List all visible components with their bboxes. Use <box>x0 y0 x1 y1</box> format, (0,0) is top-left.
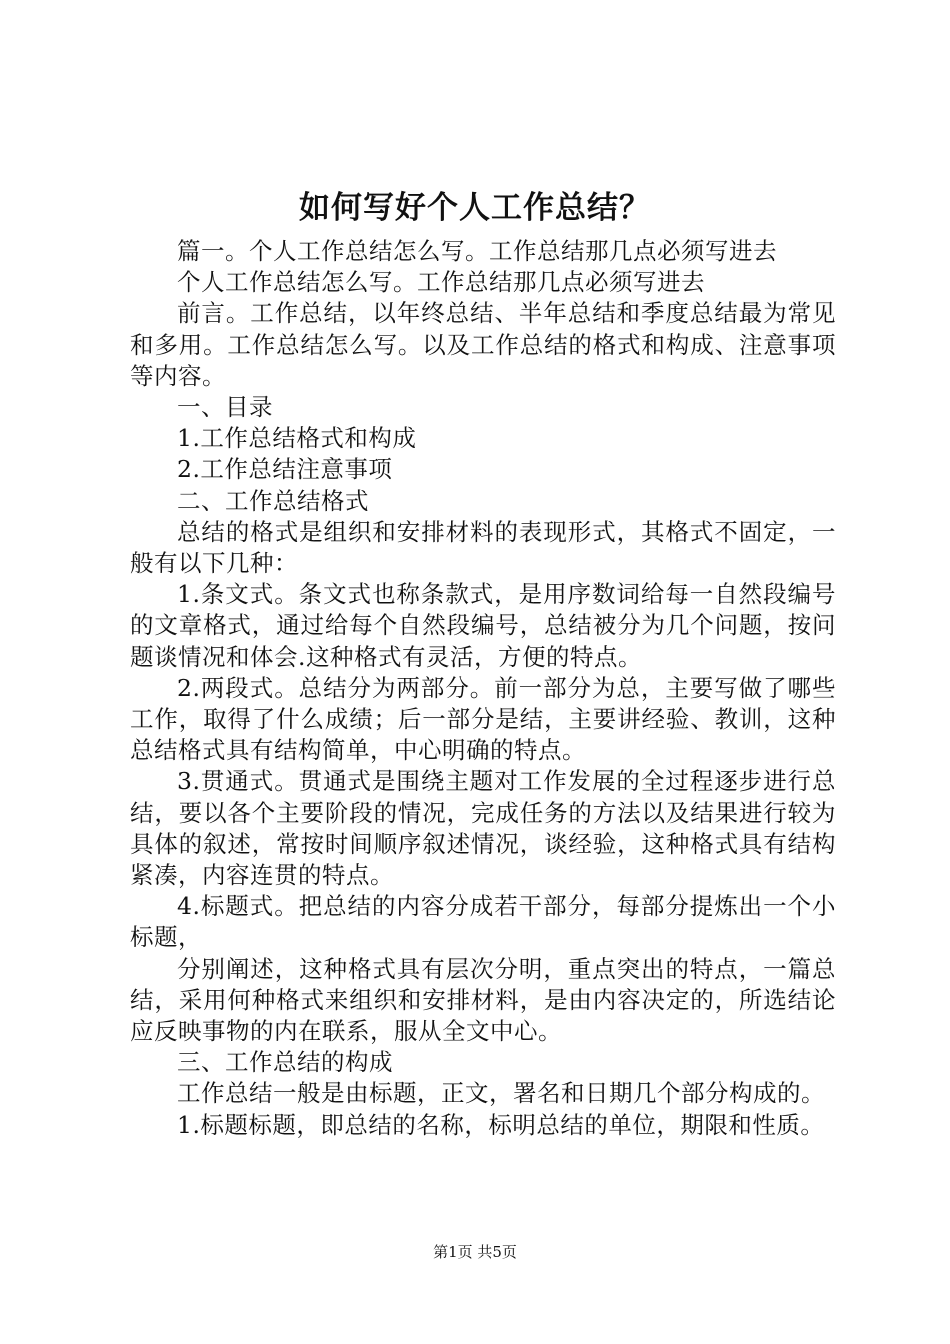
paragraph: 前言。工作总结，以年终总结、半年总结和季度总结最为常见和多用。工作总结怎么写。以及工作总结的格式和构成、注意事项等内容。 <box>130 299 836 390</box>
document-title: 如何写好个人工作总结？ <box>299 190 651 226</box>
paragraph: 篇一。个人工作总结怎么写。工作总结那几点必须写进去 <box>177 237 777 265</box>
paragraph: 总结的格式是组织和安排材料的表现形式，其格式不固定，一般有以下几种： <box>130 517 836 578</box>
paragraph: 1.条文式。条文式也称条款式，是用序数词给每一自然段编号的文章格式，通过给每个自然段编号，总结被分为几个问题，按问题谈情况和体会.这种格式有灵活，方便的特点。 <box>130 580 836 671</box>
page-footer: 第1页 共5页 <box>433 1243 517 1261</box>
document-body <box>130 236 836 1141</box>
paragraph: 3.贯通式。贯通式是围绕主题对工作发展的全过程逐步进行总结，要以各个主要阶段的情况，完成任务的方法以及结果进行较为具体的叙述，常按时间顺序叙述情况，谈经验，这种格式具有结构紧凑，内容连贯的特点。 <box>130 767 836 890</box>
list-item: 1.工作总结格式和构成 <box>177 424 417 453</box>
paragraph: 分别阐述，这种格式具有层次分明，重点突出的特点，一篇总结，采用何种格式来组织和安排材料，是由内容决定的，所选结论应反映事物的内在联系，服从全文中心。 <box>130 954 836 1046</box>
list-item: 2.工作总结注意事项 <box>177 455 393 484</box>
section-heading: 二、工作总结格式 <box>177 486 369 515</box>
paragraph: 1.标题标题，即总结的名称，标明总结的单位，期限和性质。 <box>177 1110 825 1139</box>
section-heading: 一、目录 <box>177 393 273 422</box>
section-heading: 三、工作总结的构成 <box>177 1048 393 1077</box>
paragraph: 2.两段式。总结分为两部分。前一部分为总，主要写做了哪些工作，取得了什么成绩；后一部分是结，主要讲经验、教训，这种总结格式具有结构简单，中心明确的特点。 <box>130 673 836 765</box>
paragraph: 4.标题式。把总结的内容分成若干部分，每部分提炼出一个小标题， <box>130 892 836 952</box>
paragraph: 工作总结一般是由标题，正文，署名和日期几个部分构成的。 <box>177 1079 825 1108</box>
paragraph: 个人工作总结怎么写。工作总结那几点必须写进去 <box>177 268 705 297</box>
